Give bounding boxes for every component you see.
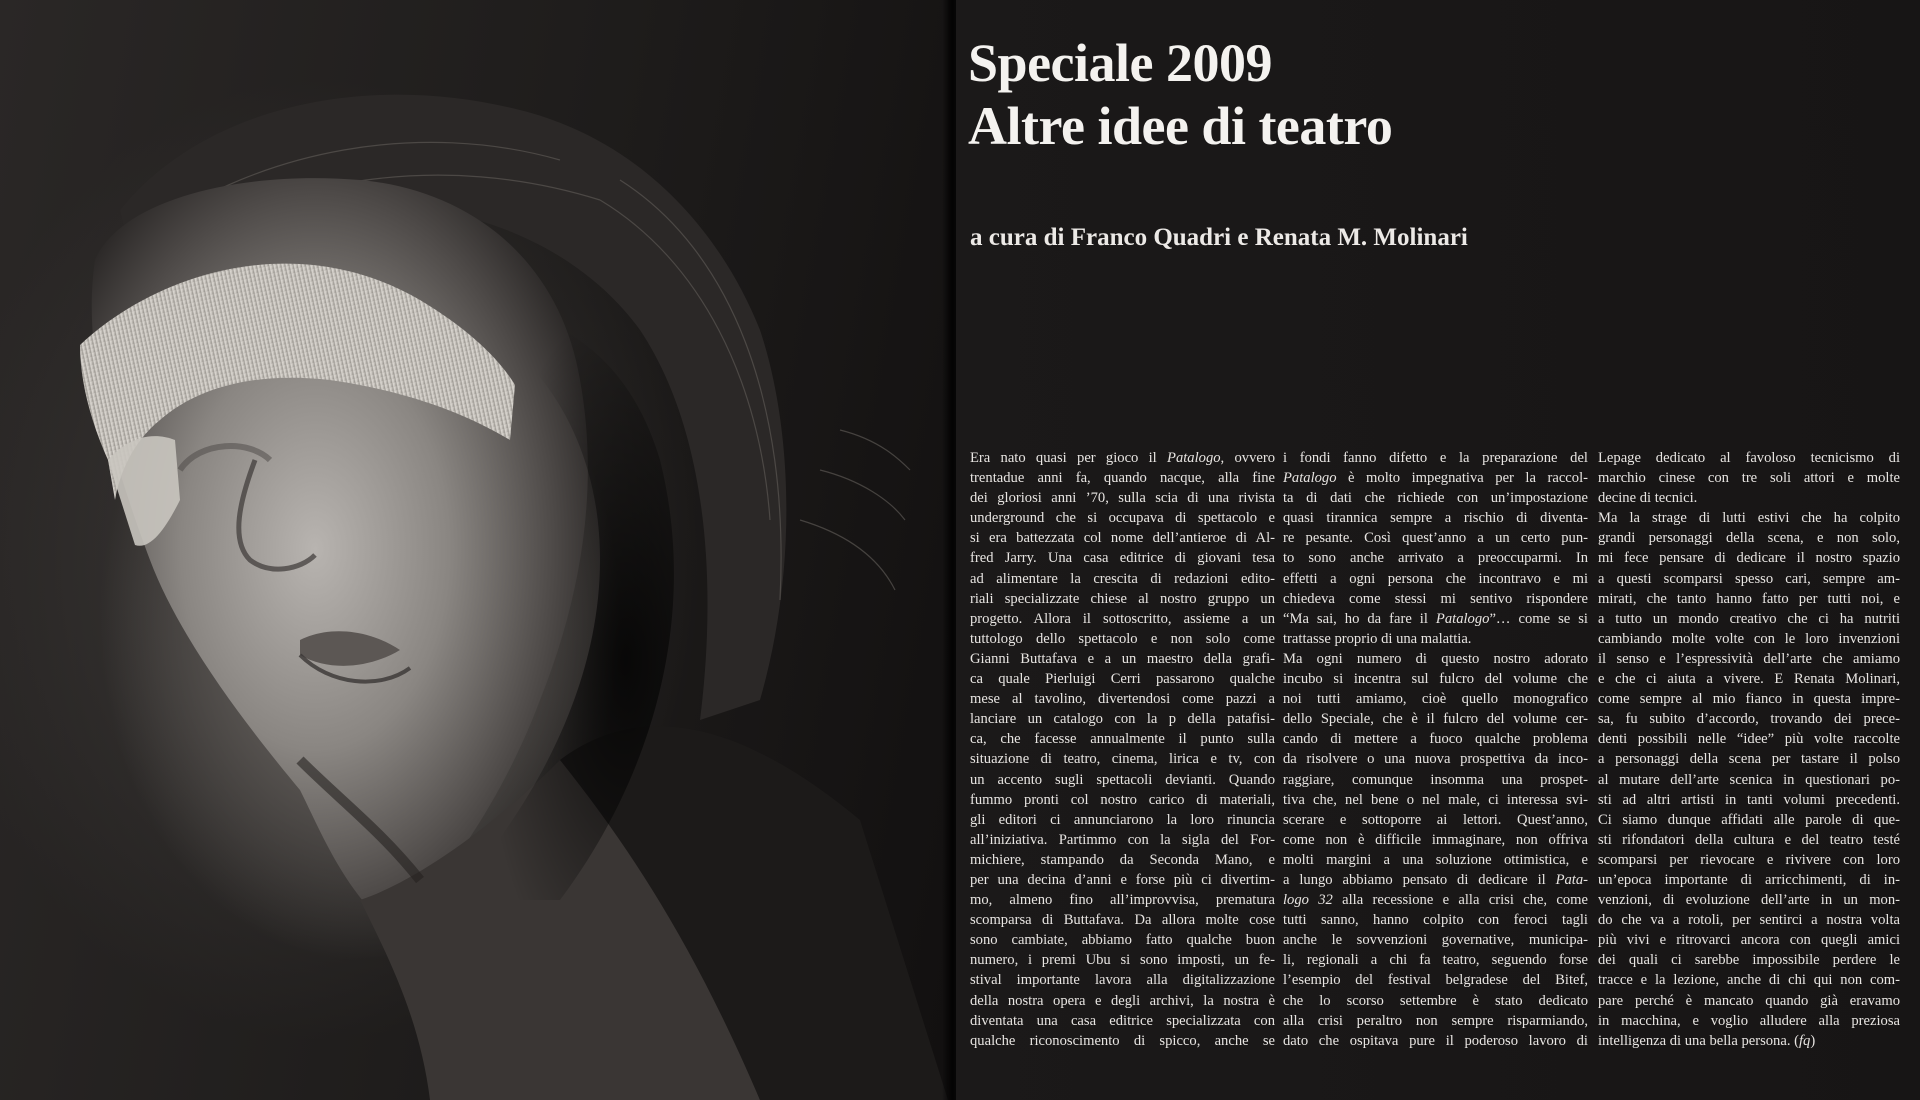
article-line: riali specializzate chiese al nostro gruppo un [970,590,1275,607]
article-line: per una decina d’anni e forse più ci divertim- [970,871,1275,888]
article-line: fummo pronti col nostro carico di materiali, [970,791,1275,808]
article-line: Era nato quasi per gioco il Patalogo, ovvero [970,450,1275,466]
article-line: alla crisi peraltro non sempre risparmiando, [1283,1012,1588,1029]
article-line: logo 32 alla recessione e alla crisi che, come [1283,892,1588,909]
photo-illustration [0,0,948,1100]
article-line: un accento sugli spettacoli devianti. Quando [970,771,1275,788]
italic-title: Patalogo [1283,470,1337,487]
article-line: scerare e sottoporre ai lettori. Quest’anno, [1283,811,1588,828]
article-line: ca, che facesse annualmente il punto sulla [970,731,1275,748]
article-line: all’iniziativa. Partimmo con la sigla del For- [970,831,1275,848]
italic-title: Patalogo [1167,450,1221,466]
article-line: stival importante lavora alla digitalizzazione [970,972,1275,989]
article-line: ad alimentare la crescita di redazioni edito- [970,570,1275,587]
article-line: chiedeva come stessi mi sentivo rispondere [1283,590,1588,607]
article-column-3 [1598,448,1900,1051]
article-line: da risolvere o una nuova prospettiva da inco- [1283,751,1588,768]
article-line: li, regionali a chi fa teatro, seguendo forse [1283,952,1588,969]
article-line: incubo si incentra sul fulcro del volume che [1283,671,1588,688]
article-line: Gianni Buttafava e a un maestro della grafi- [970,650,1275,667]
article-line: l’esempio del festival belgradese del Bitef, [1283,972,1588,989]
italic-title: logo 32 [1283,892,1333,909]
article-line: sti ad altri artisti in tanti volumi precedenti. [1598,791,1900,808]
article-line: più vivi e ritrovarci ancora con quegli amici [1598,932,1900,949]
article-line: e che ci aiuta a vivere. E Renata Molinari, [1598,671,1900,688]
article-line: decine di tecnici. [1598,490,1698,507]
article-line: scomparsa di Buttafava. Da allora molte cose [970,912,1275,929]
article-line: tracce e la lezione, anche di chi qui non com- [1598,972,1900,989]
page-title [968,32,1392,158]
article-line: to sono anche arrivato a preoccuparmi. In [1283,550,1588,567]
article-line: che lo scorso settembre è stato dedicato [1283,992,1588,1009]
article-line: tuttologo dello spettacolo e non solo come [970,630,1275,647]
article-column-2 [1283,448,1588,1051]
article-line: diventata una casa editrice specializzata con [970,1012,1275,1029]
article-line: Patalogo è molto impegnativa per la raccol- [1283,470,1588,487]
article-line: denti possibili nelle “idee” più volte raccolte [1598,731,1900,748]
article-line: i fondi fanno difetto e la preparazione del [1283,450,1588,466]
article-line: Ci siamo dunque affidati alle parole di que- [1598,811,1900,828]
article-line: re pesante. Così quest’anno a un certo pun- [1283,530,1588,547]
italic-title: Pata- [1555,871,1588,888]
article-line: trentadue anni fa, quando nacque, alla fine [970,470,1275,487]
article-line: raggiare, comunque insomma una prospet- [1283,771,1588,788]
article-line: marchio cinese con tre soli attori e molte [1598,470,1900,487]
article-line: come sempre al mio fianco in questa impre- [1598,691,1900,708]
article-line: sti rifondatori della cultura e del teatro testé [1598,831,1900,848]
article-line: lanciare un catalogo con la p della patafisi- [970,711,1275,728]
article-line: molti margini a una soluzione ottimistica, e [1283,851,1588,868]
article-line: tiva che, nel bene o nel male, ci interessa svi- [1283,791,1588,808]
article-line: ta di dati che richiede con un’impostazione [1283,490,1588,507]
article-line: si era battezzata col nome dell’antieroe di Al- [970,530,1275,547]
article-line: Ma la strage di lutti estivi che ha colpito [1598,510,1900,527]
article-line: tutti sanno, hanno colpito con feroci tagli [1283,912,1588,929]
article-line: ca quale Pierluigi Cerri passarono qualche [970,671,1275,688]
italic-title: fq [1799,1032,1811,1049]
article-line: pare perché è mancato quando già eravamo [1598,992,1900,1009]
article-line: noi tutti amiamo, cioè quello monografico [1283,691,1588,708]
article-line: dello Speciale, che è il fulcro del volume cer- [1283,711,1588,728]
title-line-1: Speciale 2009 [968,33,1272,93]
article-line: a tutto un mondo creativo che ci ha nutriti [1598,610,1900,627]
byline: a cura di Franco Quadri e Renata M. Molinari [970,224,1468,251]
article-line: trattasse proprio di una malattia. [1283,630,1472,647]
article-line: al mutare dell’arte scenica in questionari po- [1598,771,1900,788]
article-line: scomparsi per rievocare e rivivere con loro [1598,851,1900,868]
article-line: dato che ospitava pure il poderoso lavoro di [1283,1032,1588,1049]
article-line: “Ma sai, ho da fare il Patalogo”… come se si [1283,610,1588,627]
article-page [956,0,1920,1100]
article-line: della nostra opera e degli archivi, la nostra è [970,992,1275,1009]
article-line: anche le sovvenzioni governative, municipa- [1283,932,1588,949]
article-line: numero, i premi Ubu si sono imposti, un fe- [970,952,1275,969]
article-line: a lungo abbiamo pensato di dedicare il Pata- [1283,871,1588,888]
article-line: mirati, che tanto hanno fatto per tutti noi, e [1598,590,1900,607]
article-line: progetto. Allora il sottoscritto, assieme a un [970,610,1275,627]
article-line: mo, almeno fino all’improvvisa, prematura [970,892,1275,909]
article-line: fred Jarry. Una casa editrice di giovani tesa [970,550,1275,567]
article-column-1 [970,448,1275,1051]
article-line: cando di mettere a fuoco qualche problema [1283,731,1588,748]
italic-title: Patalogo [1435,610,1490,627]
article-line: venzioni, di evoluzione dell’arte in un mon- [1598,892,1900,909]
article-line: grandi personaggi della scena, e non solo, [1598,530,1900,547]
article-line: mi fece pensare di dedicare il nostro spazio [1598,550,1900,567]
title-line-2: Altre idee di teatro [968,96,1393,156]
article-line: effetti a ogni persona che incontravo e mi [1283,570,1588,587]
blindfolded-face-photo [0,0,948,1100]
article-line: qualche riconoscimento di spicco, anche se [970,1032,1275,1049]
article-line: michiere, stampando da Seconda Mano, e [970,851,1275,868]
article-line: un’epoca importante di arricchimenti, di in- [1598,871,1900,888]
article-line: gli editori ci annunciarono la loro rinuncia [970,811,1275,828]
article-line: do che va a rotoli, per sentirci a nostra volta [1598,912,1900,929]
article-line: Lepage dedicato al favoloso tecnicismo di [1598,450,1900,466]
article-line: cambiando molte volte con le loro invenzioni [1598,630,1900,647]
article-line: a personaggi della scena per tastare il polso [1598,751,1900,768]
article-line: sa, fu subito d’accordo, trovando dei prece- [1598,711,1900,728]
article-line: Ma ogni numero di questo nostro adorato [1283,650,1588,667]
article-line: come non è difficile immaginare, non offriva [1283,831,1588,848]
article-line: mese al tavolino, divertendosi come pazzi a [970,691,1275,708]
article-line: intelligenza di una bella persona. (fq) [1598,1032,1816,1049]
article-line: a questi scomparsi spesso cari, sempre am- [1598,570,1900,587]
article-line: dei quali ci sarebbe impossibile perdere le [1598,952,1900,969]
article-line: underground che si occupava di spettacolo e [970,510,1275,527]
article-line: in macchina, e voglio alludere alla preziosa [1598,1012,1900,1029]
article-line: sono cambiate, abbiamo fatto qualche buon [970,932,1275,949]
article-line: situazione di teatro, cinema, lirica e tv, con [970,751,1275,768]
article-line: quasi tirannica sempre a rischio di diventa- [1283,510,1588,527]
article-line: il senso e l’espressività dell’arte che amiamo [1598,650,1900,667]
article-line: dei gloriosi anni ’70, sulla scia di una rivista [970,490,1275,507]
